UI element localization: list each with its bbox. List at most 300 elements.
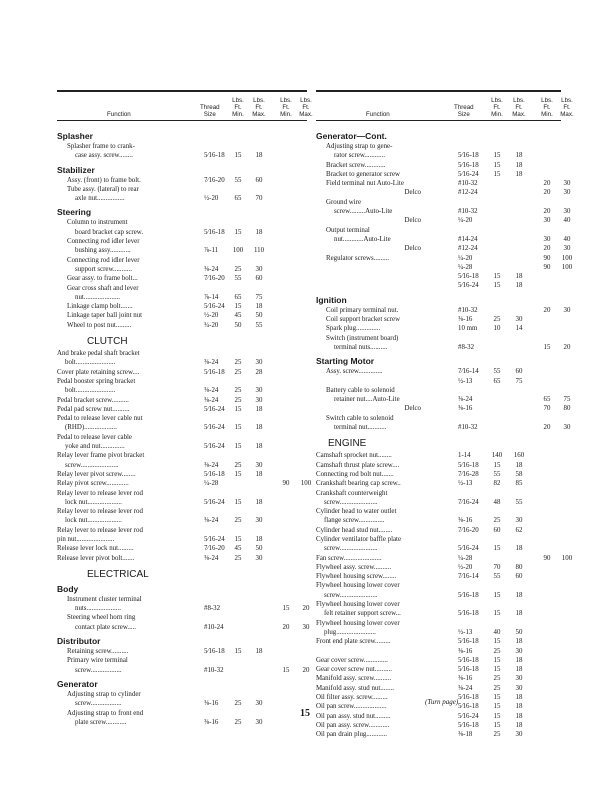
row-line (316, 489, 561, 498)
row-line (316, 272, 561, 281)
thread-size: ⅞-14 (204, 293, 219, 301)
table-row (57, 218, 307, 237)
torque-value: 25 (234, 359, 242, 367)
table-row (57, 284, 307, 303)
row-line (316, 334, 561, 343)
header-col (536, 97, 558, 118)
function-text: screw...................... (324, 498, 378, 506)
thread-size: ⅜-24 (204, 517, 219, 525)
function-text: Flywheel housing lower cover (316, 619, 400, 627)
header-col-line: Ft. (255, 104, 263, 111)
torque-value: 18 (515, 656, 523, 664)
torque-value: 15 (234, 470, 242, 478)
table-row (316, 665, 561, 674)
torque-value: 18 (515, 666, 523, 674)
torque-value: 15 (234, 443, 242, 451)
torque-value: 100 (232, 247, 244, 255)
torque-value: 15 (493, 152, 501, 160)
torque-value: 30 (563, 245, 571, 253)
function-text: Flywheel housing lower cover (316, 582, 400, 590)
function-text: Switch (instrument board) (326, 334, 399, 342)
header-col (227, 97, 249, 118)
thread-size: 7⁄16-20 (458, 526, 479, 534)
function-text: Adjusting strap to gene- (326, 143, 393, 150)
torque-value: 55 (515, 498, 523, 506)
function-text: yoke and nut.............. (65, 443, 125, 451)
function-text: flange screw............... (324, 517, 385, 525)
table-row (316, 461, 561, 470)
thread-size: 5⁄16-18 (458, 656, 479, 664)
torque-value: 70 (255, 195, 263, 203)
table-row (57, 321, 307, 330)
thread-size: 5⁄16-24 (458, 170, 479, 178)
table-row (316, 451, 561, 460)
row-line (57, 194, 307, 203)
torque-value: 58 (515, 470, 523, 478)
thread-size: 5⁄16-18 (204, 152, 225, 160)
table-row (57, 274, 307, 283)
thread-size: 7⁄16-20 (204, 176, 225, 184)
torque-value: 18 (255, 405, 263, 413)
header-col-line: Max. (512, 111, 526, 118)
table-row (316, 281, 561, 290)
thread-size: ½-13 (458, 628, 473, 636)
torque-value: 40 (563, 217, 571, 225)
function-text: plug....................... (324, 628, 376, 636)
thread-size: 5⁄16-18 (458, 703, 479, 711)
row-line (316, 235, 571, 244)
table-row (57, 613, 310, 632)
torque-value: 18 (515, 461, 523, 469)
torque-value: 40 (493, 628, 501, 636)
row-line (57, 237, 307, 246)
header-thread-line: Thread (454, 104, 474, 111)
row-line (316, 451, 561, 460)
row-line (316, 254, 573, 263)
table-row (57, 349, 307, 368)
header-thread-size (454, 104, 474, 118)
function-text: Pedal booster spring bracket (57, 377, 136, 385)
table-row (316, 161, 561, 170)
table-row (57, 302, 307, 311)
row-line (57, 256, 307, 265)
torque-value: 25 (234, 387, 242, 395)
table-row (316, 674, 561, 683)
section-heading: ENGINE (328, 438, 367, 450)
torque-value: 15 (282, 605, 290, 613)
variant-label: Delco (404, 217, 421, 225)
function-text: Manifold assy. stud nut........ (316, 684, 395, 692)
torque-value: 25 (234, 554, 242, 562)
header-col-line: Ft. (563, 104, 571, 111)
torque-value: 30 (255, 517, 263, 525)
table-row (316, 254, 573, 263)
function-text: Fan screw...................... (316, 554, 382, 562)
row-line (57, 544, 307, 553)
turn-page-note: (Turn page) (425, 698, 459, 706)
row-line (316, 151, 561, 160)
row-line (316, 665, 561, 674)
table-row (57, 433, 307, 452)
row-line (57, 666, 310, 675)
row-line (316, 207, 571, 216)
torque-value: 15 (234, 303, 242, 311)
thread-size: 5⁄16-24 (204, 498, 225, 506)
function-text: Connecting rod idler lever (67, 238, 140, 246)
function-text: Gear assy. to frame bolt... (67, 275, 138, 283)
thread-size: 5⁄16-18 (458, 610, 479, 618)
row-line (57, 176, 307, 185)
header-thread-size (200, 104, 220, 118)
torque-value: 18 (255, 443, 263, 451)
function-text: Splasher frame to crank- (67, 143, 135, 150)
table-row (57, 690, 307, 709)
torque-value: 20 (543, 208, 551, 216)
row-line (57, 142, 307, 151)
function-text: nuts.................... (75, 605, 121, 613)
thread-size: ½-13 (458, 377, 473, 385)
torque-value: 75 (255, 293, 263, 301)
torque-value: 30 (563, 306, 571, 314)
row-line (316, 544, 561, 553)
function-text: Flywheel housing lower cover (316, 601, 400, 609)
torque-value: 20 (543, 306, 551, 314)
row-line (57, 507, 307, 516)
row-line (57, 709, 307, 718)
thread-size: 5⁄16-18 (458, 161, 479, 169)
table-row (316, 526, 561, 535)
function-text: And brake pedal shaft bracket (57, 350, 140, 358)
torque-value: 30 (255, 265, 263, 273)
row-line (57, 218, 307, 227)
row-line (57, 433, 307, 442)
row-line (316, 535, 561, 544)
torque-value: 60 (493, 526, 501, 534)
function-text: Crankshaft bearing cap screw.. (316, 480, 401, 488)
thread-size: ¼-20 (458, 254, 473, 262)
torque-value: 100 (300, 480, 312, 488)
thread-size: #12-24 (458, 245, 478, 253)
torque-value: 15 (493, 694, 501, 702)
table-row (316, 244, 571, 253)
torque-value: 18 (515, 694, 523, 702)
thread-size: ⅜-16 (458, 405, 473, 413)
function-text: Assy. (front) to frame bolt. (67, 176, 141, 184)
torque-value: 30 (563, 208, 571, 216)
torque-value: 25 (234, 718, 242, 726)
table-row (316, 730, 561, 739)
torque-value: 55 (255, 321, 263, 329)
row-line (316, 619, 561, 628)
row-line (57, 386, 307, 395)
section-heading: Body (57, 583, 79, 594)
function-text: Tube assy. (lateral) to rear (67, 185, 139, 193)
function-text: Relay pivot screw............. (57, 480, 129, 488)
section-heading: Ignition (316, 294, 347, 305)
torque-value: 30 (255, 396, 263, 404)
function-text: Pedal bracket screw.......... (57, 396, 129, 404)
left-column (57, 90, 313, 727)
header-col (486, 97, 508, 118)
torque-value: 65 (234, 195, 242, 203)
torque-value: 60 (255, 176, 263, 184)
function-text: Column to instrument (67, 219, 128, 227)
row-line (316, 498, 561, 507)
thread-size: 1-14 (458, 452, 471, 460)
row-line (57, 284, 307, 293)
function-text: Oil filter assy. screw......... (316, 694, 388, 702)
torque-value: 30 (255, 700, 263, 708)
torque-value: 25 (234, 700, 242, 708)
row-line (316, 395, 571, 404)
torque-value: 100 (561, 263, 573, 271)
torque-value: 15 (493, 638, 501, 646)
function-text: Wheel to post nut......... (67, 321, 132, 329)
table-header (316, 90, 574, 121)
function-text: Bracket screw............ (326, 161, 386, 169)
torque-value: 15 (493, 712, 501, 720)
torque-value: 15 (234, 152, 242, 160)
function-text: rator screw............ (334, 152, 386, 160)
thread-size: 5⁄16-18 (458, 273, 479, 281)
function-text: bushing assy............ (75, 247, 131, 255)
torque-value: 80 (563, 405, 571, 413)
torque-value: 60 (515, 368, 523, 376)
row-line (57, 414, 307, 423)
section-heading: Distributor (57, 636, 101, 647)
section-heading: Stabilizer (57, 164, 95, 175)
torque-value: 55 (493, 470, 501, 478)
torque-value: 25 (493, 517, 501, 525)
function-text: plate screw............ (75, 718, 127, 726)
torque-value: 75 (563, 396, 571, 404)
torque-value: 15 (234, 228, 242, 236)
thread-size: ⅜-24 (204, 554, 219, 562)
function-text: Battery cable to solenoid (326, 386, 395, 394)
table-row (316, 572, 561, 581)
torque-value: 10 (493, 325, 501, 333)
table-row (57, 479, 312, 488)
header-col-line: Max. (560, 111, 574, 118)
thread-size: ⅜-16 (204, 718, 219, 726)
thread-size: ¼-28 (458, 554, 473, 562)
row-line (316, 188, 571, 197)
thread-size: ⅜-24 (204, 359, 219, 367)
function-text: nut..................... (75, 293, 120, 301)
row-line (316, 461, 561, 470)
table-row (316, 386, 571, 405)
torque-value: 15 (493, 545, 501, 553)
thread-size: ⅜-24 (204, 461, 219, 469)
torque-value: 15 (282, 666, 290, 674)
page-number: 15 (300, 708, 310, 719)
header-col-line: Min. (232, 111, 244, 118)
thread-size: 5⁄16-18 (458, 666, 479, 674)
thread-size: 5⁄16-24 (458, 282, 479, 290)
header-col-line: Lbs. (491, 97, 503, 104)
row-line (57, 302, 307, 311)
function-text: Retaining screw.......... (67, 648, 129, 656)
row-line (57, 535, 307, 544)
table-row (316, 712, 561, 721)
function-text: Flywheel housing screw........ (316, 573, 397, 581)
torque-value: 18 (515, 712, 523, 720)
torque-value: 25 (234, 461, 242, 469)
thread-size: 5⁄16-24 (204, 443, 225, 451)
function-text: Pedal to release lever cable (57, 433, 132, 441)
function-text: Cylinder head stud nut........ (316, 526, 393, 534)
section-heading: Steering (57, 207, 92, 218)
row-line (316, 179, 571, 188)
table-row (316, 216, 571, 225)
function-text: Gear cross shaft and lever (67, 284, 139, 292)
header-col-line: Lbs. (253, 97, 265, 104)
torque-value: 100 (561, 554, 573, 562)
row-line (316, 470, 561, 479)
torque-value: 90 (543, 263, 551, 271)
torque-value: 25 (234, 396, 242, 404)
function-text: Flywheel assy. screw.......... (316, 563, 392, 571)
function-text: felt retainer support screw... (324, 610, 401, 618)
torque-value: 30 (543, 235, 551, 243)
torque-value: 15 (543, 343, 551, 351)
table-row (316, 315, 561, 324)
header-function: Function (107, 111, 131, 118)
table-row (316, 656, 561, 665)
thread-size: 7⁄16-28 (458, 470, 479, 478)
torque-value: 15 (234, 424, 242, 432)
table-row (316, 198, 571, 217)
table-header (57, 90, 313, 121)
table-row (57, 647, 307, 656)
row-line (316, 516, 561, 525)
torque-value: 25 (234, 265, 242, 273)
row-line (316, 263, 573, 272)
row-line (57, 690, 307, 699)
row-line (316, 343, 571, 352)
thread-size: ⅜-24 (458, 396, 473, 404)
row-line (57, 718, 307, 727)
function-text: Connecting rod idler lever (67, 256, 140, 264)
row-line (57, 554, 307, 563)
function-text: Field terminal nut Auto-Lite (326, 180, 404, 188)
header-col-line: Min. (491, 111, 503, 118)
function-text: Relay lever to release lever rod (57, 508, 143, 516)
header-thread-line: Thread (200, 104, 220, 111)
thread-size: 5⁄16-24 (204, 424, 225, 432)
table-row (57, 507, 307, 526)
thread-size: ⅜-16 (458, 316, 473, 324)
function-text: Release lever pivot bolt....... (57, 554, 135, 562)
header-col-line: Ft. (493, 104, 501, 111)
function-text: contact plate screw..... (75, 623, 136, 631)
header-thread-line: Size (457, 111, 470, 118)
row-line (316, 526, 561, 535)
thread-size: ¼-20 (458, 217, 473, 225)
function-text: Linkage clamp bolt....... (67, 303, 133, 311)
function-text: Oil pan assy. stud nut......... (316, 712, 391, 720)
thread-size: #10-32 (458, 306, 478, 314)
torque-value: 20 (543, 424, 551, 432)
torque-value: 18 (255, 498, 263, 506)
table-row (316, 563, 561, 572)
torque-value: 20 (302, 605, 310, 613)
header-col-line: Max. (252, 111, 266, 118)
torque-value: 20 (302, 666, 310, 674)
torque-value: 25 (493, 316, 501, 324)
torque-value: 30 (515, 647, 523, 655)
function-text: Oil pan drain plug............ (316, 731, 388, 739)
torque-value: 18 (515, 152, 523, 160)
torque-value: 30 (543, 217, 551, 225)
table-row (57, 256, 307, 275)
torque-value: 30 (302, 623, 310, 631)
table-row (57, 595, 310, 614)
table-row (316, 479, 561, 488)
row-line (316, 244, 571, 253)
function-text: Pedal pad screw nut.......... (57, 405, 130, 413)
torque-value: 90 (543, 254, 551, 262)
header-col (275, 97, 297, 118)
row-line (316, 216, 571, 225)
torque-value: 50 (515, 628, 523, 636)
torque-value: 45 (234, 312, 242, 320)
variant-label: Delco (404, 245, 421, 253)
thread-size: 7⁄16-20 (204, 545, 225, 553)
row-line (57, 405, 307, 414)
row-line (57, 451, 307, 460)
torque-value: 20 (563, 343, 571, 351)
row-line (316, 423, 571, 432)
table-row (316, 367, 561, 376)
table-row (316, 414, 571, 433)
row-line (316, 674, 561, 683)
torque-value: 25 (234, 517, 242, 525)
thread-size: ⅜-24 (458, 684, 473, 692)
row-line (316, 563, 561, 572)
torque-value: 18 (255, 535, 263, 543)
thread-size: #10-32 (204, 666, 224, 674)
torque-value: 140 (491, 452, 503, 460)
function-text: screw.................. (75, 666, 122, 674)
row-line (316, 581, 561, 590)
function-text: Cylinder ventilator baffle plate (316, 535, 402, 543)
table-row (57, 414, 307, 433)
function-text: Release lever lock nut......... (57, 545, 134, 553)
torque-value: 30 (515, 684, 523, 692)
thread-size: 5⁄16-24 (204, 303, 225, 311)
table-row (57, 489, 307, 508)
function-text: screw...................... (324, 545, 378, 553)
torque-value: 15 (493, 591, 501, 599)
function-text: screw.........Auto-Lite (334, 208, 393, 216)
table-row (57, 544, 307, 553)
function-text: Regulator screws......... (326, 254, 390, 262)
thread-size: 7⁄16-20 (204, 275, 225, 283)
function-text: Relay lever to release lever rod (57, 489, 143, 497)
function-text: Connecting rod bolt nut....... (316, 470, 394, 478)
row-line (57, 526, 307, 535)
torque-value: 50 (255, 545, 263, 553)
torque-value: 18 (255, 152, 263, 160)
torque-value: 18 (515, 721, 523, 729)
row-line (316, 142, 561, 151)
header-col-line: Max. (299, 111, 313, 118)
torque-value: 18 (515, 170, 523, 178)
thread-size: 10 mm (458, 325, 478, 333)
function-text: bolt....................... (65, 359, 116, 367)
section-heading: ELECTRICAL (87, 568, 149, 580)
